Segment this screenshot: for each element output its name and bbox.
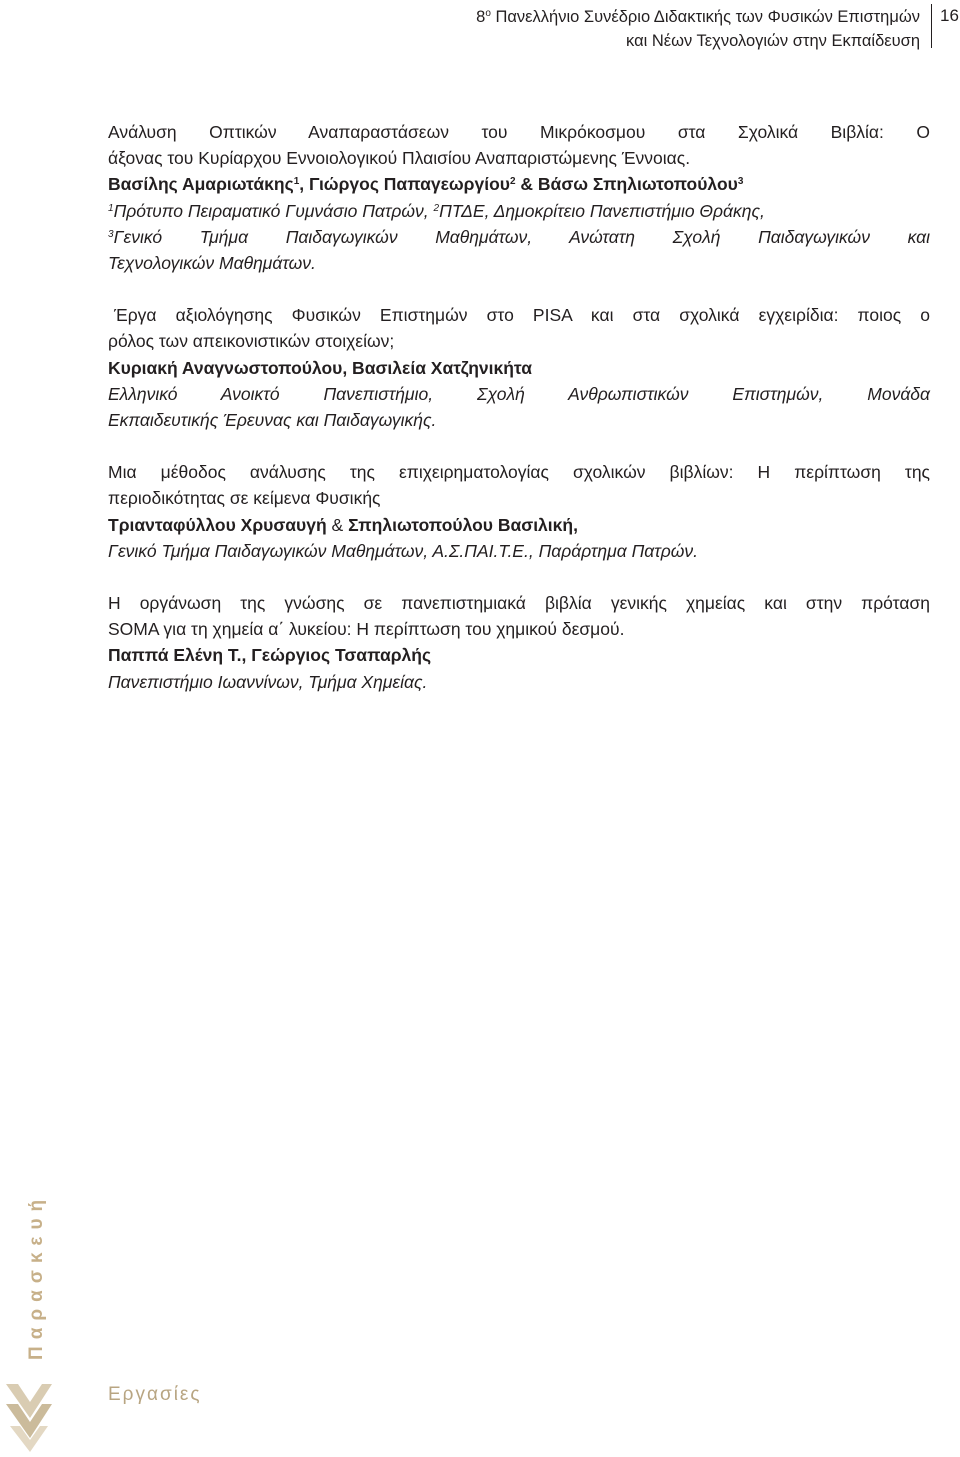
author-sup: 3 xyxy=(737,176,744,188)
paper-title-line: ρόλος των απεικονιστικών στοιχείων; xyxy=(108,331,395,352)
paper-authors xyxy=(108,512,930,538)
affiliation-sup: 1 xyxy=(108,202,114,214)
paper-entry xyxy=(108,119,930,276)
author-name: Σπηλιωτοπούλου Βασιλική, xyxy=(348,514,578,535)
header-divider xyxy=(931,4,932,48)
paper-title-line xyxy=(108,302,930,328)
page-header xyxy=(0,0,960,60)
paper-affiliation-line: Εκπαιδευτικής Έρευνας και Παιδαγωγικής. xyxy=(108,410,437,431)
author-name: Γιώργος Παπαγεωργίου xyxy=(308,174,510,195)
author-sup: 1 xyxy=(293,176,300,188)
affiliation-text: Γενικό Τμήμα Παιδαγωγικών Μαθημάτων, Ανώτατη Σχολή Παιδαγωγικών και xyxy=(113,226,930,247)
paper-affiliation-line: Πανεπιστήμιο Ιωαννίνων, Τμήμα Χημείας. xyxy=(108,671,428,692)
affiliation-sup: 3 xyxy=(108,228,114,240)
paper-authors: Κυριακή Αναγνωστοπούλου, Βασιλεία Χατζηνικήτα xyxy=(108,357,533,378)
author-separator: & xyxy=(515,174,538,195)
paper-list xyxy=(108,119,930,695)
paper-affiliation-line xyxy=(108,224,930,250)
paper-affiliation-line xyxy=(108,198,930,224)
conference-title xyxy=(360,5,920,53)
affiliation-text: ΠΤΔΕ, Δημοκρίτειο Πανεπιστήμιο Θράκης, xyxy=(439,200,765,221)
paper-title-line: Ανάλυση Οπτικών Αναπαραστάσεων του Μικρόκοσμου στα Σχολικά Βιβλία: Ο xyxy=(108,122,930,142)
chevron-logo-icon xyxy=(4,1380,54,1452)
conference-number: 8 xyxy=(476,8,486,26)
section-label: Εργασίες xyxy=(108,1384,202,1405)
paper-title-line: άξονας του Κυρίαρχου Εννοιολογικού Πλαισίου Αναπαριστώμενης Έννοιας. xyxy=(108,148,691,169)
paper-authors: Παππά Ελένη Τ., Γεώργιος Τσαπαρλής xyxy=(108,645,432,666)
paper-affiliation-line: Τεχνολογικών Μαθημάτων. xyxy=(108,253,316,274)
author-name: Βασίλης Αμαριωτάκης xyxy=(108,174,294,195)
author-separator: , xyxy=(299,174,309,195)
paper-title-line: Η οργάνωση της γνώσης σε πανεπιστημιακά βιβλία γενικής χημείας και στην πρόταση xyxy=(108,593,930,614)
author-separator: & xyxy=(326,514,349,535)
paper-title-line: περιοδικότητας σε κείμενα Φυσικής xyxy=(108,488,381,509)
paper-affiliation-line: Ελληνικό Ανοικτό Πανεπιστήμιο, Σχολή Ανθρωπιστικών Επιστημών, Μονάδα xyxy=(108,383,930,404)
affiliation-text: Πρότυπο Πειραματικό Γυμνάσιο Πατρών, xyxy=(113,200,434,221)
conference-title-line1: Πανελλήνιο Συνέδριο Διδακτικής των Φυσικών Επιστημών xyxy=(490,8,920,26)
affiliation-sup: 2 xyxy=(433,202,440,214)
paper-entry xyxy=(108,459,930,564)
conference-number-sup: ο xyxy=(485,8,491,19)
page-number: 16 xyxy=(940,6,959,25)
paper-entry xyxy=(108,590,930,695)
paper-authors xyxy=(108,171,930,197)
paper-affiliation-line: Γενικό Τμήμα Παιδαγωγικών Μαθημάτων, Α.Σ.ΠΑΙ.Τ.Ε., Παράρτημα Πατρών. xyxy=(108,540,699,561)
paper-entry xyxy=(108,302,930,433)
conference-title-line2: και Νέων Τεχνολογιών στην Εκπαίδευση xyxy=(626,32,920,50)
paper-title-text: Έργα αξιολόγησης Φυσικών Επιστημών στο PISA και στα σχολικά εγχειρίδια: ποιος ο xyxy=(114,305,930,326)
author-sup: 2 xyxy=(509,176,516,188)
author-name: Τριανταφύλλου Χρυσαυγή xyxy=(108,514,327,535)
day-label: Παρασκευή xyxy=(26,1192,47,1360)
author-name: Βάσω Σπηλιωτοπούλου xyxy=(537,174,738,195)
paper-title-line: SOMA για τη χημεία α΄ λυκείου: Η περίπτωση του χημικού δεσμού. xyxy=(108,619,625,640)
paper-title-line: Μια μέθοδος ανάλυσης της επιχειρηματολογίας σχολικών βιβλίων: Η περίπτωση της xyxy=(108,462,930,483)
